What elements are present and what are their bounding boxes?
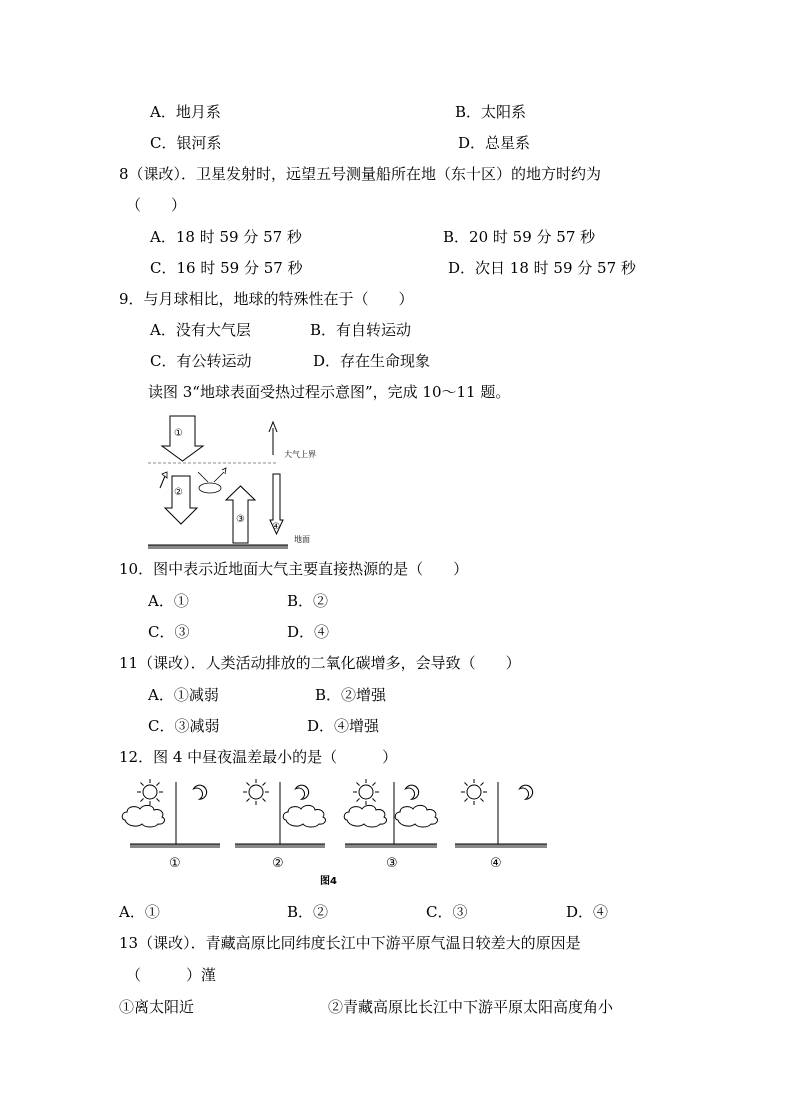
q12-option-a: A．① (119, 903, 160, 921)
q12-stem: 12．图 4 中昼夜温差最小的是（ ） (119, 748, 398, 766)
q9-option-a: A．没有大气层 (150, 321, 251, 339)
fig4-panel-3 (344, 779, 437, 871)
sun-icon (353, 779, 379, 805)
q9-option-c: C．有公转运动 (150, 352, 252, 370)
moon-icon (519, 783, 535, 800)
q10-option-a: A．① (148, 592, 189, 610)
fig3-top-label: 大气上界 (284, 450, 316, 459)
moon-icon (295, 783, 311, 800)
q13-stem: 13（课改）．青藏高原比同纬度长江中下游平原气温日较差大的原因是 (119, 934, 581, 952)
moon-icon (405, 783, 421, 800)
q11-option-a: A．①减弱 (148, 686, 219, 704)
q9-stem: 9．与月球相比，地球的特殊性在于（ ） (119, 290, 414, 308)
cloud-icon (344, 805, 386, 827)
fig4-caption: 图4 (320, 876, 337, 887)
cloud-icon (283, 805, 325, 827)
q12-option-d: D．④ (566, 903, 609, 921)
q11-option-b: B．②增强 (315, 686, 387, 704)
q8-stem: 8（课改）．卫星发射时，远望五号测量船所在地（东十区）的地方时约为 (119, 165, 602, 183)
cloud-icon (122, 805, 164, 827)
q10-option-d: D．④ (287, 623, 330, 641)
q12-option-b: B．② (287, 903, 329, 921)
fig3-label-1: ① (174, 428, 183, 439)
q7-option-d: D．总星系 (458, 134, 531, 152)
sun-icon (137, 779, 163, 805)
fig3-label-2: ② (174, 487, 183, 498)
q8-option-c: C．16 时 59 分 57 秒 (150, 259, 303, 277)
fig4-panel-2 (235, 779, 326, 871)
q11-option-d: D．④增强 (307, 717, 380, 735)
q8-blank: （ ） (126, 196, 187, 214)
q11-stem: 11（课改）．人类活动排放的二氧化碳增多，会导致（ ） (119, 654, 521, 672)
sun-icon (461, 779, 487, 805)
fig3-ground-label: 地面 (294, 535, 310, 544)
q13-blank: （ ）漌 (126, 966, 217, 984)
q8-option-b: B．20 时 59 分 57 秒 (443, 228, 596, 246)
arrow-2-icon (165, 476, 197, 524)
q10-option-c: C．③ (148, 623, 190, 641)
fig4-label-3: ③ (386, 856, 398, 871)
fig4-label-2: ② (272, 856, 284, 871)
cloud-icon (199, 483, 221, 493)
fig3-label-4: ④ (272, 522, 281, 532)
sun-icon (243, 779, 269, 805)
ground-surface (148, 545, 288, 549)
q10-option-b: B．② (287, 592, 329, 610)
figure3-intro: 读图 3“地球表面受热过程示意图”，完成 10～11 题。 (148, 383, 511, 401)
fig4-label-1: ① (169, 856, 181, 871)
q11-option-c: C．③减弱 (148, 717, 220, 735)
q13-option-2: ②青藏高原比长江中下游平原太阳高度角小 (328, 998, 614, 1016)
q7-option-c: C．银河系 (150, 134, 222, 152)
fig4-panel-4 (455, 779, 547, 871)
q9-option-b: B．有自转运动 (310, 321, 412, 339)
figure4-diagram (120, 770, 560, 890)
fig4-panel-1 (122, 779, 220, 871)
q9-option-d: D．存在生命现象 (313, 352, 431, 370)
q7-option-b: B．太阳系 (455, 103, 527, 121)
q13-option-1: ①离太阳近 (119, 998, 195, 1016)
q10-stem: 10．图中表示近地面大气主要直接热源的是（ ） (119, 560, 469, 578)
cloud-icon (395, 805, 437, 827)
fig3-label-3: ③ (236, 514, 245, 525)
moon-icon (193, 783, 209, 800)
q12-option-c: C．③ (426, 903, 468, 921)
q8-option-d: D．次日 18 时 59 分 57 秒 (448, 259, 636, 277)
fig4-label-4: ④ (490, 856, 502, 871)
q8-option-a: A．18 时 59 分 57 秒 (150, 228, 302, 246)
figure3-diagram (140, 408, 340, 553)
q7-option-a: A．地月系 (150, 103, 221, 121)
